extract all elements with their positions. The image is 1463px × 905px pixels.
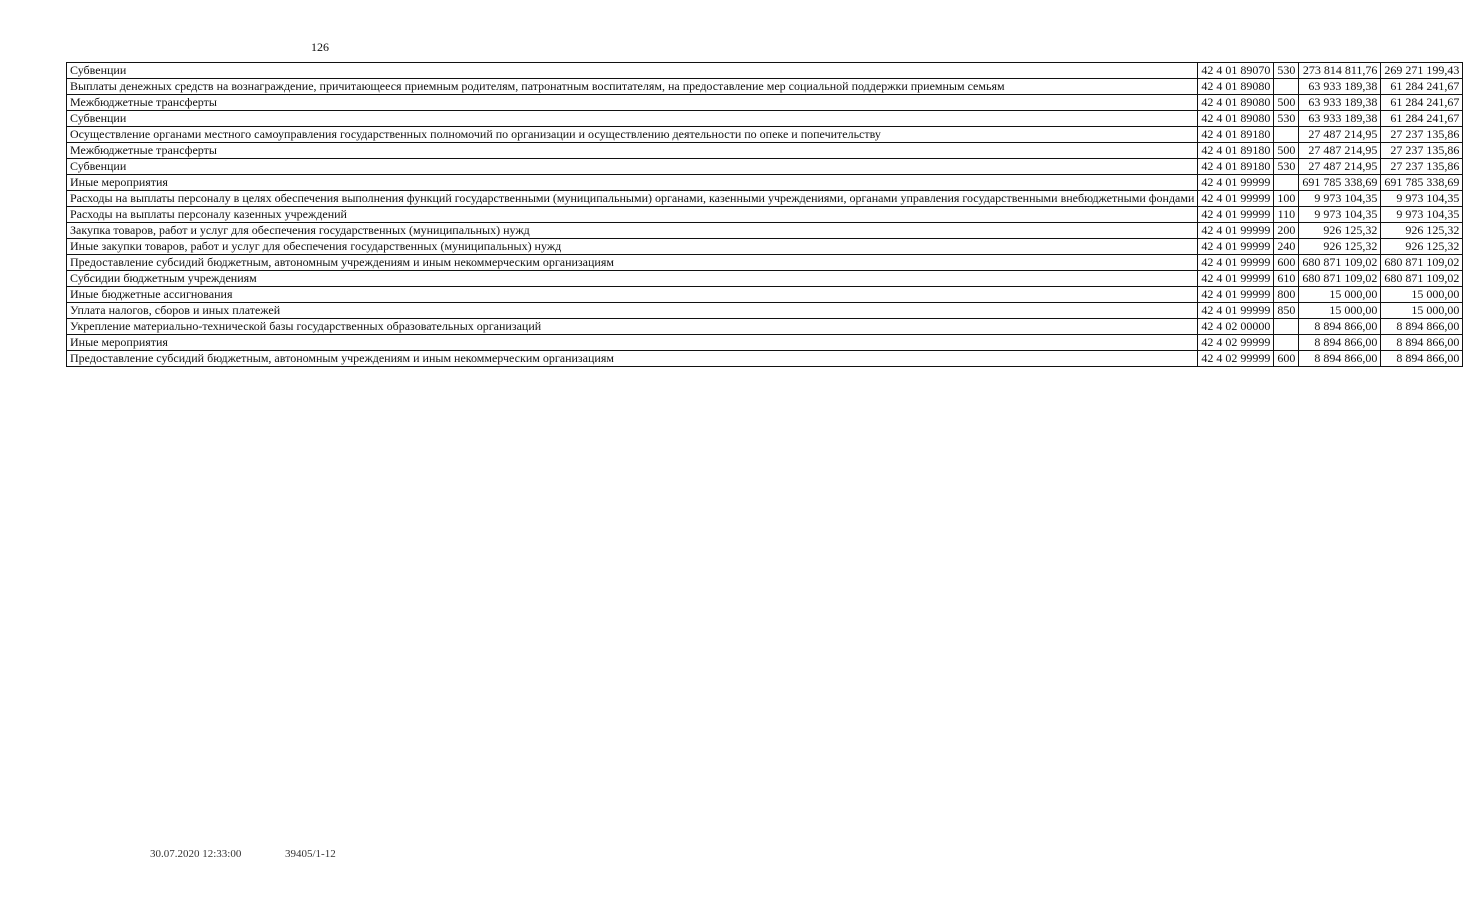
amount-2021-cell: 8 894 866,00 xyxy=(1299,319,1381,335)
table-row xyxy=(67,175,1463,191)
amount-2021-cell: 15 000,00 xyxy=(1299,287,1381,303)
amount-2021-cell: 27 487 214,95 xyxy=(1299,127,1381,143)
amount-2021-cell: 27 487 214,95 xyxy=(1299,159,1381,175)
amount-2022-cell: 691 785 338,69 xyxy=(1381,175,1463,191)
expense-type-cell: 850 xyxy=(1274,303,1299,319)
expense-type-cell: 800 xyxy=(1274,287,1299,303)
amount-2022-cell: 15 000,00 xyxy=(1381,287,1463,303)
expense-type-cell: 600 xyxy=(1274,255,1299,271)
expense-type-cell: 200 xyxy=(1274,223,1299,239)
row-name-cell: Предоставление субсидий бюджетным, автономным учреждениям и иным некоммерческим организациям xyxy=(67,351,1198,367)
table-row xyxy=(67,143,1463,159)
row-name-cell: Предоставление субсидий бюджетным, автономным учреждениям и иным некоммерческим организациям xyxy=(67,255,1198,271)
amount-2022-cell: 926 125,32 xyxy=(1381,239,1463,255)
amount-2022-cell: 269 271 199,43 xyxy=(1381,63,1463,79)
table-row xyxy=(67,223,1463,239)
target-code-cell: 42 4 01 99999 xyxy=(1198,239,1274,255)
target-code-cell: 42 4 01 89070 xyxy=(1198,63,1274,79)
target-code-cell: 42 4 01 99999 xyxy=(1198,175,1274,191)
table-row xyxy=(67,239,1463,255)
amount-2022-cell: 15 000,00 xyxy=(1381,303,1463,319)
table-row xyxy=(67,191,1463,207)
table-row xyxy=(67,319,1463,335)
amount-2022-cell: 8 894 866,00 xyxy=(1381,351,1463,367)
expense-type-cell: 110 xyxy=(1274,207,1299,223)
amount-2021-cell: 9 973 104,35 xyxy=(1299,207,1381,223)
row-name-cell: Уплата налогов, сборов и иных платежей xyxy=(67,303,1198,319)
target-code-cell: 42 4 01 89180 xyxy=(1198,127,1274,143)
amount-2021-cell: 926 125,32 xyxy=(1299,223,1381,239)
table-row xyxy=(67,271,1463,287)
amount-2022-cell: 27 237 135,86 xyxy=(1381,159,1463,175)
amount-2021-cell: 63 933 189,38 xyxy=(1299,95,1381,111)
expense-type-cell: 500 xyxy=(1274,143,1299,159)
target-code-cell: 42 4 01 99999 xyxy=(1198,303,1274,319)
target-code-cell: 42 4 01 99999 xyxy=(1198,191,1274,207)
table-row xyxy=(67,207,1463,223)
expense-type-cell xyxy=(1274,319,1299,335)
amount-2021-cell: 680 871 109,02 xyxy=(1299,255,1381,271)
row-name-cell: Субвенции xyxy=(67,111,1198,127)
expense-type-cell: 610 xyxy=(1274,271,1299,287)
row-name-cell: Выплаты денежных средств на вознаграждение, причитающееся приемным родителям, патронатным воспитателям, на предоставление мер социальной поддержки приемным семьям xyxy=(67,79,1198,95)
table-row xyxy=(67,63,1463,79)
target-code-cell: 42 4 02 99999 xyxy=(1198,335,1274,351)
row-name-cell: Субвенции xyxy=(67,159,1198,175)
table-row xyxy=(67,335,1463,351)
page-number: 126 xyxy=(311,40,329,54)
amount-2021-cell: 63 933 189,38 xyxy=(1299,111,1381,127)
budget-table-body xyxy=(67,63,1463,367)
amount-2021-cell: 680 871 109,02 xyxy=(1299,271,1381,287)
row-name-cell: Субсидии бюджетным учреждениям xyxy=(67,271,1198,287)
target-code-cell: 42 4 01 99999 xyxy=(1198,287,1274,303)
footer-timestamp: 30.07.2020 12:33:00 xyxy=(150,848,242,860)
target-code-cell: 42 4 02 99999 xyxy=(1198,351,1274,367)
table-row xyxy=(67,287,1463,303)
target-code-cell: 42 4 01 89080 xyxy=(1198,111,1274,127)
amount-2021-cell: 8 894 866,00 xyxy=(1299,351,1381,367)
amount-2021-cell: 15 000,00 xyxy=(1299,303,1381,319)
row-name-cell: Межбюджетные трансферты xyxy=(67,95,1198,111)
expense-type-cell: 530 xyxy=(1274,159,1299,175)
expense-type-cell xyxy=(1274,335,1299,351)
expense-type-cell: 530 xyxy=(1274,111,1299,127)
row-name-cell: Закупка товаров, работ и услуг для обеспечения государственных (муниципальных) нужд xyxy=(67,223,1198,239)
expense-type-cell xyxy=(1274,127,1299,143)
target-code-cell: 42 4 01 99999 xyxy=(1198,255,1274,271)
amount-2021-cell: 27 487 214,95 xyxy=(1299,143,1381,159)
amount-2021-cell: 926 125,32 xyxy=(1299,239,1381,255)
amount-2021-cell: 63 933 189,38 xyxy=(1299,79,1381,95)
target-code-cell: 42 4 01 89080 xyxy=(1198,95,1274,111)
amount-2022-cell: 27 237 135,86 xyxy=(1381,143,1463,159)
table-row xyxy=(67,255,1463,271)
target-code-cell: 42 4 01 99999 xyxy=(1198,271,1274,287)
target-code-cell: 42 4 01 89180 xyxy=(1198,143,1274,159)
target-code-cell: 42 4 01 99999 xyxy=(1198,207,1274,223)
amount-2022-cell: 61 284 241,67 xyxy=(1381,111,1463,127)
table-row xyxy=(67,351,1463,367)
expense-type-cell xyxy=(1274,175,1299,191)
row-name-cell: Межбюджетные трансферты xyxy=(67,143,1198,159)
target-code-cell: 42 4 01 89080 xyxy=(1198,79,1274,95)
amount-2022-cell: 9 973 104,35 xyxy=(1381,207,1463,223)
table-row xyxy=(67,95,1463,111)
expense-type-cell: 240 xyxy=(1274,239,1299,255)
table-row xyxy=(67,127,1463,143)
row-name-cell: Расходы на выплаты персоналу в целях обеспечения выполнения функций государственными (муниципальными) органами, казенными учреждениями, органами управления государственными внебюджетными фондами xyxy=(67,191,1198,207)
row-name-cell: Расходы на выплаты персоналу казенных учреждений xyxy=(67,207,1198,223)
amount-2022-cell: 61 284 241,67 xyxy=(1381,95,1463,111)
amount-2022-cell: 8 894 866,00 xyxy=(1381,319,1463,335)
expense-type-cell: 500 xyxy=(1274,95,1299,111)
row-name-cell: Иные бюджетные ассигнования xyxy=(67,287,1198,303)
target-code-cell: 42 4 01 89180 xyxy=(1198,159,1274,175)
amount-2022-cell: 8 894 866,00 xyxy=(1381,335,1463,351)
amount-2021-cell: 9 973 104,35 xyxy=(1299,191,1381,207)
table-row xyxy=(67,79,1463,95)
expense-type-cell xyxy=(1274,79,1299,95)
table-row xyxy=(67,303,1463,319)
amount-2022-cell: 27 237 135,86 xyxy=(1381,127,1463,143)
row-name-cell: Укрепление материально-технической базы государственных образовательных организаций xyxy=(67,319,1198,335)
amount-2022-cell: 680 871 109,02 xyxy=(1381,255,1463,271)
row-name-cell: Иные закупки товаров, работ и услуг для обеспечения государственных (муниципальных) нужд xyxy=(67,239,1198,255)
amount-2021-cell: 691 785 338,69 xyxy=(1299,175,1381,191)
row-name-cell: Иные мероприятия xyxy=(67,175,1198,191)
amount-2022-cell: 680 871 109,02 xyxy=(1381,271,1463,287)
row-name-cell: Иные мероприятия xyxy=(67,335,1198,351)
footer-document-id: 39405/1-12 xyxy=(285,848,336,860)
amount-2021-cell: 273 814 811,76 xyxy=(1299,63,1381,79)
table-row xyxy=(67,111,1463,127)
amount-2022-cell: 9 973 104,35 xyxy=(1381,191,1463,207)
expense-type-cell: 600 xyxy=(1274,351,1299,367)
row-name-cell: Субвенции xyxy=(67,63,1198,79)
target-code-cell: 42 4 01 99999 xyxy=(1198,223,1274,239)
budget-table xyxy=(66,62,1463,367)
amount-2021-cell: 8 894 866,00 xyxy=(1299,335,1381,351)
expense-type-cell: 530 xyxy=(1274,63,1299,79)
target-code-cell: 42 4 02 00000 xyxy=(1198,319,1274,335)
amount-2022-cell: 926 125,32 xyxy=(1381,223,1463,239)
expense-type-cell: 100 xyxy=(1274,191,1299,207)
row-name-cell: Осуществление органами местного самоуправления государственных полномочий по организации и осуществлению деятельности по опеке и попечительству xyxy=(67,127,1198,143)
amount-2022-cell: 61 284 241,67 xyxy=(1381,79,1463,95)
table-row xyxy=(67,159,1463,175)
